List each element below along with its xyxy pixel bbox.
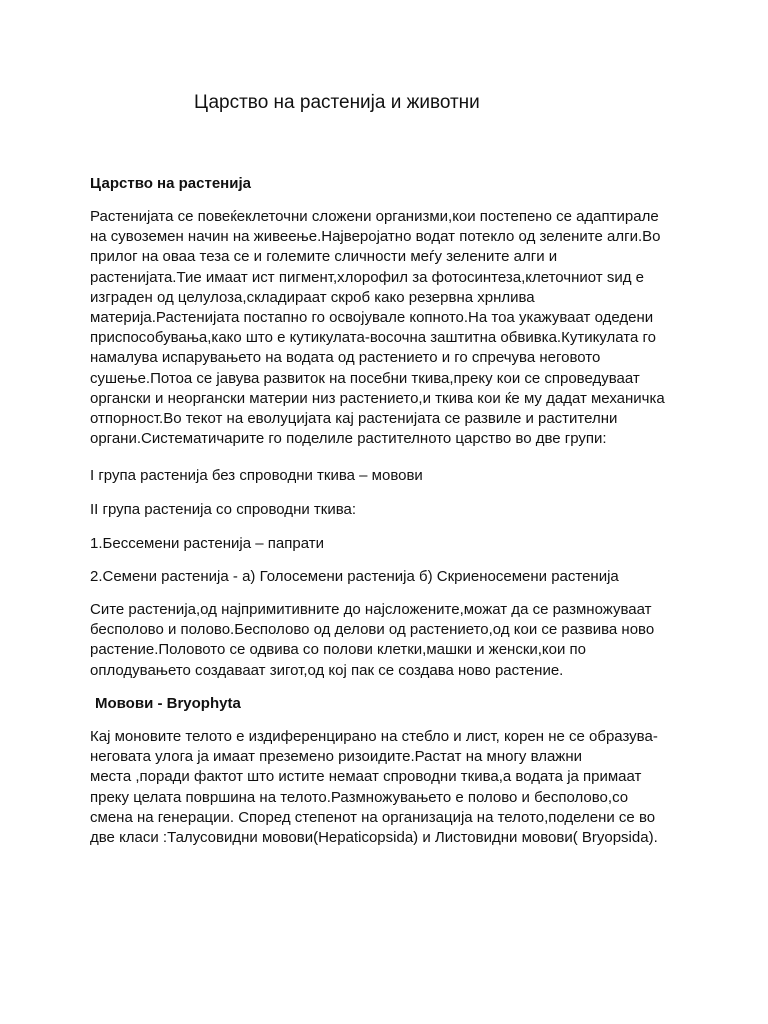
reproduction-line: растение.Половото се одвива со полови клетки,машки и женски,кои по (90, 641, 587, 659)
intro-line: Растенијата се повеќеклеточни сложени организми,кои постепено се адаптирале (90, 208, 659, 225)
reproduction-paragraph (90, 600, 750, 681)
mosses-line: Кај моновите телото е издиференцирано на стебло и лист, корен не се образува- (90, 728, 658, 745)
mosses-line: неговата улога ја имаат преземено ризоидите.Растат на многу влажни (90, 748, 583, 766)
intro-line: органи.Систематичарите го поделиле растителното царство во две групи: (90, 430, 607, 448)
intro-line: приспособувања,како што е кутикулата-восочна заштитна обвивка.Кутикулата го (90, 329, 656, 347)
item-2-line: 2.Семени растенија - а) Голосемени растенија б) Скриеносемени растенија (90, 568, 619, 585)
reproduction-line: оплодувањето создаваат зигот,од кој пак се создава ново растение. (90, 661, 564, 679)
mosses-line: смена на генерации. Според степенот на организација на телото,поделени се во (90, 808, 656, 826)
intro-line: материја.Растенијата постапно го освојувале копното.На тоа укажуваат одедени (90, 309, 654, 327)
intro-line: сушење.Потоа се јавува развиток на посебни ткива,преку кои се спроведуваат (90, 369, 640, 387)
mosses-heading: Мовови - Bryophyta (95, 695, 241, 712)
document-title: Царство на растенија и животни (194, 92, 480, 113)
intro-paragraph (90, 207, 750, 449)
mosses-line: преку целата површина на телото.Размножувањето е полово и бесполово,со (90, 788, 629, 806)
intro-line: отпорност.Во текот на еволуцијата кај растенијата се развиле и растителни (90, 410, 618, 428)
mosses-line: две класи :Талусовидни мовови(Hepaticopsida) и Листовидни мовови( Bryopsida). (90, 829, 658, 847)
intro-line: намалува испарувањето на водата од растението и го спречува неговото (90, 349, 601, 367)
intro-line: растенијата.Тие имаат ист пигмент,хлорофил за фотосинтеза,клеточниот ѕид е (90, 268, 644, 286)
mosses-line: места ,поради фактот што истите немаат спроводни ткива,а водата ја примаат (90, 768, 642, 786)
group-1-line: I група растенија без спроводни ткива – мовови (90, 467, 423, 484)
reproduction-line: Сите растенија,од најпримитивните до најсложените,можат да се размножуваат (90, 601, 652, 618)
intro-line: органски и неоргански материи низ растението,и ткива кои ќе му дадат механичка (90, 389, 665, 407)
item-1-line: 1.Бессемени растенија – папрати (90, 535, 324, 552)
intro-line: на сувоземен начин на живеење.Најверојатно водат потекло од зелените алги.Во (90, 228, 661, 246)
mosses-paragraph (90, 727, 750, 848)
group-2-line: II група растенија со спроводни ткива: (90, 501, 357, 518)
intro-line: прилог на оваа теза се и големите сличности меѓу зелените алги и (90, 248, 558, 266)
section-heading: Царство на растенија (90, 175, 251, 192)
reproduction-line: бесполово и полово.Бесполово од делови од растението,од кои се развива ново (90, 621, 655, 639)
intro-line: изграден од целулоза,складираат скроб како резервна хрнлива (90, 288, 535, 306)
